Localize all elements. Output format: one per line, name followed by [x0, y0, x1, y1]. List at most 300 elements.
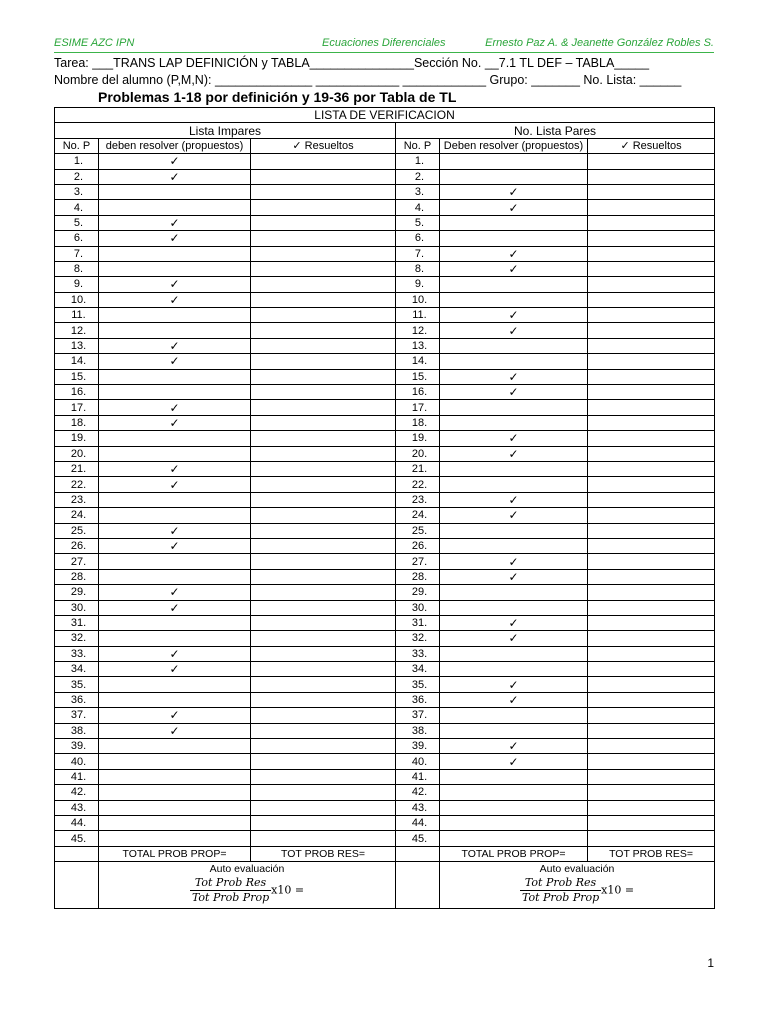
propuesto-check-left: ✓ [99, 477, 251, 492]
total-res-left: TOT PROB RES= [251, 846, 396, 861]
resuelto-cell-right [588, 785, 715, 800]
propuesto-check-right: ✓ [440, 739, 588, 754]
table-row [55, 754, 715, 769]
resuelto-cell-left [251, 538, 396, 553]
table-row [55, 308, 715, 323]
resuelto-cell-left [251, 400, 396, 415]
propuesto-check-right: ✓ [440, 569, 588, 584]
resuelto-cell-left [251, 308, 396, 323]
table-row [55, 538, 715, 553]
problem-number-right: 12. [396, 323, 440, 338]
resuelto-cell-right [588, 708, 715, 723]
resuelto-cell-left [251, 184, 396, 199]
formula-tail: x10 = [271, 883, 305, 897]
col-no-right: No. P [396, 138, 440, 153]
problem-number-left: 26. [55, 538, 99, 553]
problem-number-left: 44. [55, 815, 99, 830]
tarea-value: ___TRANS LAP DEFINICIÓN y TABLA_______________ [92, 56, 414, 70]
propuesto-check-right: ✓ [440, 492, 588, 507]
resuelto-cell-right [588, 692, 715, 707]
resuelto-cell-right [588, 308, 715, 323]
problem-number-right: 44. [396, 815, 440, 830]
table-row [55, 815, 715, 830]
problem-number-left: 30. [55, 600, 99, 615]
table-row [55, 708, 715, 723]
resuelto-cell-left [251, 631, 396, 646]
resuelto-cell-right [588, 415, 715, 430]
propuesto-check-right [440, 523, 588, 538]
problem-number-left: 9. [55, 277, 99, 292]
propuesto-check-left: ✓ [99, 277, 251, 292]
table-row [55, 338, 715, 353]
col-deben-left: deben resolver (propuestos) [99, 138, 251, 153]
resuelto-cell-right [588, 538, 715, 553]
resuelto-cell-left [251, 492, 396, 507]
resuelto-cell-left [251, 215, 396, 230]
resuelto-cell-right [588, 769, 715, 784]
propuesto-check-right [440, 461, 588, 476]
problem-number-right: 1. [396, 154, 440, 169]
resuelto-cell-left [251, 708, 396, 723]
problem-number-left: 17. [55, 400, 99, 415]
problem-number-right: 41. [396, 769, 440, 784]
resuelto-cell-right [588, 585, 715, 600]
propuesto-check-right: ✓ [440, 554, 588, 569]
propuesto-check-left: ✓ [99, 338, 251, 353]
table-row [55, 769, 715, 784]
table-row [55, 554, 715, 569]
table-row [55, 492, 715, 507]
header-institution: ESIME AZC IPN [54, 37, 135, 49]
problem-number-left: 18. [55, 415, 99, 430]
right-group-header: No. Lista Pares [396, 123, 715, 138]
resuelto-cell-left [251, 246, 396, 261]
table-row [55, 831, 715, 846]
resuelto-cell-left [251, 785, 396, 800]
blank-cell [55, 846, 99, 861]
resuelto-cell-right [588, 385, 715, 400]
propuesto-check-left: ✓ [99, 215, 251, 230]
resuelto-cell-right [588, 800, 715, 815]
left-group-header: Lista Impares [55, 123, 396, 138]
problem-number-right: 42. [396, 785, 440, 800]
propuesto-check-left: ✓ [99, 538, 251, 553]
problem-number-right: 6. [396, 231, 440, 246]
propuesto-check-right [440, 662, 588, 677]
resuelto-cell-right [588, 354, 715, 369]
table-row [55, 323, 715, 338]
table-row [55, 292, 715, 307]
propuesto-check-left [99, 492, 251, 507]
propuesto-check-right: ✓ [440, 631, 588, 646]
table-row [55, 477, 715, 492]
problem-number-left: 35. [55, 677, 99, 692]
problem-number-left: 13. [55, 338, 99, 353]
problem-number-left: 37. [55, 708, 99, 723]
propuesto-check-left [99, 569, 251, 584]
col-resueltos-right: ✓ Resueltos [588, 138, 715, 153]
propuesto-check-right [440, 815, 588, 830]
total-res-right: TOT PROB RES= [588, 846, 715, 861]
propuesto-check-right [440, 354, 588, 369]
resuelto-cell-left [251, 523, 396, 538]
propuesto-check-left [99, 385, 251, 400]
propuesto-check-right: ✓ [440, 431, 588, 446]
problem-number-left: 21. [55, 461, 99, 476]
table-row [55, 431, 715, 446]
resuelto-cell-right [588, 677, 715, 692]
table-row [55, 631, 715, 646]
problem-number-right: 4. [396, 200, 440, 215]
problem-number-left: 36. [55, 692, 99, 707]
propuesto-check-left [99, 769, 251, 784]
propuesto-check-right [440, 723, 588, 738]
total-prop-right: TOTAL PROB PROP= [440, 846, 588, 861]
propuesto-check-right: ✓ [440, 323, 588, 338]
problem-number-left: 1. [55, 154, 99, 169]
resuelto-cell-right [588, 369, 715, 384]
resuelto-cell-right [588, 338, 715, 353]
resuelto-cell-left [251, 385, 396, 400]
resuelto-cell-right [588, 615, 715, 630]
propuesto-check-right: ✓ [440, 200, 588, 215]
problem-number-left: 5. [55, 215, 99, 230]
propuesto-check-left [99, 631, 251, 646]
propuesto-check-right [440, 785, 588, 800]
propuesto-check-right [440, 708, 588, 723]
problem-number-left: 38. [55, 723, 99, 738]
resuelto-cell-right [588, 815, 715, 830]
table-row [55, 169, 715, 184]
propuesto-check-right: ✓ [440, 754, 588, 769]
propuesto-check-left: ✓ [99, 523, 251, 538]
seccion-label: Sección No. [413, 56, 482, 70]
problem-number-left: 4. [55, 200, 99, 215]
problem-number-right: 20. [396, 446, 440, 461]
resuelto-cell-left [251, 800, 396, 815]
propuesto-check-right [440, 215, 588, 230]
propuesto-check-right [440, 646, 588, 661]
problem-number-right: 21. [396, 461, 440, 476]
resuelto-cell-left [251, 815, 396, 830]
formula-fraction [190, 876, 271, 905]
resuelto-cell-left [251, 323, 396, 338]
table-row [55, 600, 715, 615]
resuelto-cell-right [588, 169, 715, 184]
problem-number-right: 19. [396, 431, 440, 446]
table-row [55, 800, 715, 815]
resuelto-cell-right [588, 831, 715, 846]
propuesto-check-left: ✓ [99, 154, 251, 169]
propuesto-check-right [440, 538, 588, 553]
propuesto-check-right: ✓ [440, 446, 588, 461]
resuelto-cell-right [588, 600, 715, 615]
problem-number-right: 29. [396, 585, 440, 600]
problem-number-left: 24. [55, 508, 99, 523]
table-row [55, 200, 715, 215]
problem-number-right: 9. [396, 277, 440, 292]
table-row [55, 400, 715, 415]
propuesto-check-right: ✓ [440, 615, 588, 630]
propuesto-check-right [440, 277, 588, 292]
problem-number-right: 24. [396, 508, 440, 523]
resuelto-cell-left [251, 569, 396, 584]
problem-number-right: 10. [396, 292, 440, 307]
resuelto-cell-right [588, 569, 715, 584]
table-row [55, 415, 715, 430]
table-row [55, 369, 715, 384]
problem-number-left: 29. [55, 585, 99, 600]
propuesto-check-left [99, 692, 251, 707]
propuesto-check-right: ✓ [440, 369, 588, 384]
problem-number-right: 38. [396, 723, 440, 738]
resuelto-cell-right [588, 431, 715, 446]
resuelto-cell-right [588, 662, 715, 677]
problem-number-right: 37. [396, 708, 440, 723]
resuelto-cell-left [251, 461, 396, 476]
problem-number-right: 2. [396, 169, 440, 184]
resuelto-cell-right [588, 631, 715, 646]
table-row [55, 739, 715, 754]
table-caption: LISTA DE VERIFICACION [55, 108, 715, 123]
resuelto-cell-left [251, 369, 396, 384]
problem-number-left: 43. [55, 800, 99, 815]
formula-numerator: Tot Prob Res [194, 876, 267, 890]
resuelto-cell-left [251, 338, 396, 353]
propuesto-check-left: ✓ [99, 600, 251, 615]
propuesto-check-left [99, 369, 251, 384]
table-row [55, 677, 715, 692]
problem-number-left: 8. [55, 261, 99, 276]
table-row [55, 277, 715, 292]
seccion-value: __7.1 TL DEF – TABLA_____ [484, 56, 650, 70]
propuesto-check-left: ✓ [99, 708, 251, 723]
nombre-label: Nombre del alumno (P,M,N): ______________ ____________ ____________ [54, 73, 487, 87]
propuesto-check-right [440, 400, 588, 415]
problem-number-left: 22. [55, 477, 99, 492]
problem-number-right: 39. [396, 739, 440, 754]
table-row [55, 523, 715, 538]
resuelto-cell-right [588, 739, 715, 754]
propuesto-check-right [440, 338, 588, 353]
problem-number-right: 40. [396, 754, 440, 769]
propuesto-check-left: ✓ [99, 646, 251, 661]
page-number: 1 [707, 956, 714, 970]
propuesto-check-right [440, 231, 588, 246]
resuelto-cell-left [251, 646, 396, 661]
problem-number-right: 13. [396, 338, 440, 353]
propuesto-check-left [99, 815, 251, 830]
grupo-label: Grupo: _______ [489, 73, 580, 87]
propuesto-check-right: ✓ [440, 677, 588, 692]
auto-eval-right [440, 862, 715, 909]
table-row [55, 692, 715, 707]
table-row [55, 446, 715, 461]
resuelto-cell-left [251, 261, 396, 276]
propuesto-check-left [99, 308, 251, 323]
propuesto-check-left [99, 200, 251, 215]
col-deben-right: Deben resolver (propuestos) [440, 138, 588, 153]
problem-number-right: 45. [396, 831, 440, 846]
propuesto-check-right [440, 154, 588, 169]
auto-eval-left [99, 862, 396, 909]
problem-number-right: 26. [396, 538, 440, 553]
resuelto-cell-left [251, 446, 396, 461]
verification-table [54, 107, 715, 909]
formula-fraction [520, 876, 601, 905]
propuesto-check-right [440, 169, 588, 184]
propuesto-check-right [440, 292, 588, 307]
propuesto-check-left [99, 323, 251, 338]
formula-tail: x10 = [601, 883, 635, 897]
resuelto-cell-right [588, 292, 715, 307]
propuesto-check-left: ✓ [99, 231, 251, 246]
propuesto-check-left: ✓ [99, 662, 251, 677]
problem-number-right: 11. [396, 308, 440, 323]
propuesto-check-left [99, 677, 251, 692]
table-row [55, 231, 715, 246]
resuelto-cell-left [251, 662, 396, 677]
page-title: Problemas 1-18 por definición y 19-36 por Tabla de TL [98, 89, 457, 105]
problem-number-left: 6. [55, 231, 99, 246]
propuesto-check-left [99, 754, 251, 769]
auto-eval-label: Auto evaluación [209, 863, 285, 876]
table-row [55, 646, 715, 661]
propuesto-check-left [99, 431, 251, 446]
resuelto-cell-left [251, 615, 396, 630]
problem-number-left: 14. [55, 354, 99, 369]
propuesto-check-left: ✓ [99, 585, 251, 600]
problem-number-right: 17. [396, 400, 440, 415]
resuelto-cell-left [251, 769, 396, 784]
problem-number-left: 40. [55, 754, 99, 769]
problem-number-right: 3. [396, 184, 440, 199]
propuesto-check-left [99, 246, 251, 261]
problem-number-right: 16. [396, 385, 440, 400]
resuelto-cell-left [251, 431, 396, 446]
propuesto-check-right [440, 585, 588, 600]
problem-number-left: 12. [55, 323, 99, 338]
resuelto-cell-right [588, 215, 715, 230]
table-row [55, 154, 715, 169]
col-resueltos-left: ✓ Resueltos [251, 138, 396, 153]
problem-number-right: 7. [396, 246, 440, 261]
propuesto-check-right [440, 600, 588, 615]
propuesto-check-left [99, 785, 251, 800]
resuelto-cell-left [251, 154, 396, 169]
resuelto-cell-left [251, 692, 396, 707]
problem-number-left: 10. [55, 292, 99, 307]
table-row [55, 385, 715, 400]
propuesto-check-right: ✓ [440, 385, 588, 400]
propuesto-check-left: ✓ [99, 169, 251, 184]
propuesto-check-left: ✓ [99, 415, 251, 430]
propuesto-check-left [99, 184, 251, 199]
propuesto-check-right: ✓ [440, 261, 588, 276]
problem-number-left: 42. [55, 785, 99, 800]
resuelto-cell-left [251, 415, 396, 430]
blank-cell [396, 846, 440, 861]
propuesto-check-right [440, 831, 588, 846]
table-row [55, 723, 715, 738]
problem-number-right: 27. [396, 554, 440, 569]
resuelto-cell-right [588, 492, 715, 507]
resuelto-cell-left [251, 277, 396, 292]
problem-number-right: 31. [396, 615, 440, 630]
propuesto-check-left [99, 800, 251, 815]
tarea-label: Tarea: [54, 56, 89, 70]
problem-number-left: 2. [55, 169, 99, 184]
resuelto-cell-left [251, 831, 396, 846]
propuesto-check-left [99, 554, 251, 569]
resuelto-cell-left [251, 739, 396, 754]
formula-denominator: Tot Prob Prop [191, 891, 270, 905]
problem-number-left: 20. [55, 446, 99, 461]
resuelto-cell-right [588, 231, 715, 246]
resuelto-cell-left [251, 477, 396, 492]
table-row [55, 615, 715, 630]
problem-number-right: 35. [396, 677, 440, 692]
resuelto-cell-right [588, 200, 715, 215]
resuelto-cell-right [588, 261, 715, 276]
resuelto-cell-left [251, 231, 396, 246]
propuesto-check-right [440, 477, 588, 492]
resuelto-cell-right [588, 277, 715, 292]
problem-number-left: 28. [55, 569, 99, 584]
resuelto-cell-right [588, 723, 715, 738]
problem-number-right: 22. [396, 477, 440, 492]
problem-number-right: 36. [396, 692, 440, 707]
propuesto-check-right: ✓ [440, 692, 588, 707]
table-row [55, 184, 715, 199]
problem-number-left: 32. [55, 631, 99, 646]
problem-number-left: 15. [55, 369, 99, 384]
resuelto-cell-left [251, 508, 396, 523]
page-header [54, 36, 714, 53]
resuelto-cell-right [588, 154, 715, 169]
problem-number-right: 18. [396, 415, 440, 430]
problem-number-right: 34. [396, 662, 440, 677]
resuelto-cell-right [588, 477, 715, 492]
propuesto-check-left [99, 615, 251, 630]
blank-cell [55, 862, 99, 909]
problem-number-right: 33. [396, 646, 440, 661]
problem-number-left: 41. [55, 769, 99, 784]
propuesto-check-left [99, 446, 251, 461]
table-row [55, 261, 715, 276]
problem-number-left: 34. [55, 662, 99, 677]
table-row [55, 461, 715, 476]
propuesto-check-left: ✓ [99, 723, 251, 738]
lista-label: No. Lista: ______ [583, 73, 682, 87]
resuelto-cell-left [251, 754, 396, 769]
problem-number-left: 19. [55, 431, 99, 446]
problem-number-right: 8. [396, 261, 440, 276]
resuelto-cell-left [251, 200, 396, 215]
header-authors: Ernesto Paz A. & Jeanette González Robles S. [485, 37, 714, 49]
problem-number-left: 25. [55, 523, 99, 538]
blank-cell [396, 862, 440, 909]
table-row [55, 585, 715, 600]
table-row [55, 354, 715, 369]
problem-number-right: 32. [396, 631, 440, 646]
problem-number-left: 7. [55, 246, 99, 261]
propuesto-check-left: ✓ [99, 461, 251, 476]
propuesto-check-left [99, 261, 251, 276]
propuesto-check-right: ✓ [440, 308, 588, 323]
problem-number-left: 39. [55, 739, 99, 754]
resuelto-cell-left [251, 585, 396, 600]
